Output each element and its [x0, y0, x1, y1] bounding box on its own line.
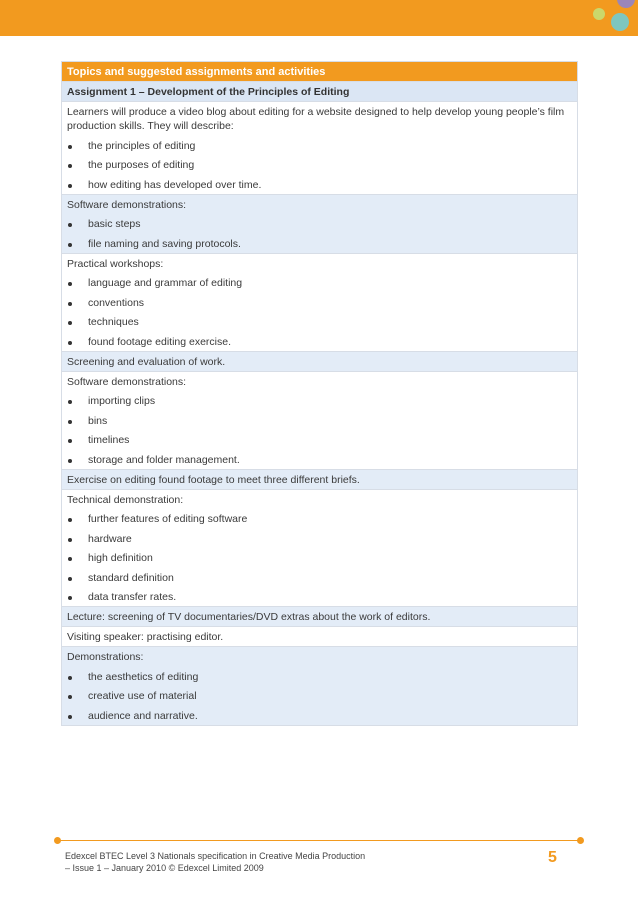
list-item: timelines: [67, 433, 572, 447]
section-intro: Demonstrations:: [67, 651, 144, 663]
section-intro: Screening and evaluation of work.: [67, 355, 226, 368]
footer-rule: [58, 840, 580, 841]
table-cell: [62, 647, 578, 726]
activities-table-body: [62, 62, 578, 726]
section-intro: Exercise on editing found footage to meet three different briefs.: [67, 473, 360, 486]
table-cell: [62, 607, 578, 627]
section-intro: Lecture: screening of TV documentaries/DVD extras about the work of editors.: [67, 611, 431, 623]
list-item: basic steps: [67, 217, 572, 231]
table-cell: [62, 194, 578, 253]
activities-table: [61, 61, 578, 726]
table-row: [62, 102, 578, 195]
bullet-list: [67, 670, 572, 723]
list-item: file naming and saving protocols.: [67, 237, 572, 251]
header-band: [0, 0, 638, 36]
footer-rule-dot-left: [54, 837, 61, 844]
list-item: standard definition: [67, 571, 572, 585]
list-item: conventions: [67, 296, 572, 310]
bullet-list: [67, 217, 572, 251]
table-cell: [62, 489, 578, 607]
footer-rule-dot-right: [577, 837, 584, 844]
table-cell: [62, 253, 578, 351]
table-cell: [62, 371, 578, 469]
table-cell: [62, 627, 578, 647]
bullet-list: [67, 394, 572, 467]
list-item: how editing has developed over time.: [67, 178, 572, 192]
table-header: Topics and suggested assignments and activities: [62, 62, 578, 82]
table-row: [62, 194, 578, 253]
list-item: storage and folder management.: [67, 453, 572, 467]
list-item: language and grammar of editing: [67, 276, 572, 290]
section-intro: Visiting speaker: practising editor.: [67, 631, 224, 643]
decorative-dot-green: [593, 8, 605, 20]
decorative-dot-teal: [611, 13, 629, 31]
list-item: hardware: [67, 532, 572, 546]
section-intro: Practical workshops:: [67, 257, 164, 270]
table-cell: [62, 102, 578, 195]
list-item: high definition: [67, 551, 572, 565]
section-intro: Software demonstrations:: [67, 198, 187, 211]
table-row: [62, 489, 578, 607]
list-item: data transfer rates.: [67, 590, 572, 604]
list-item: audience and narrative.: [67, 709, 572, 723]
list-item: creative use of material: [67, 689, 572, 703]
table-row: [62, 253, 578, 351]
footer-line-1: Edexcel BTEC Level 3 Nationals specification in Creative Media Production: [65, 851, 366, 861]
section-intro: Technical demonstration:: [67, 493, 184, 506]
assignment-title: Assignment 1 – Development of the Principles of Editing: [62, 82, 578, 102]
table-row: [62, 371, 578, 469]
section-intro: Learners will produce a video blog about editing for a website designed to help develop young people’s film production skills. They will describe:: [67, 106, 565, 132]
list-item: techniques: [67, 315, 572, 329]
table-cell: [62, 469, 578, 489]
bullet-list: [67, 512, 572, 604]
list-item: the principles of editing: [67, 139, 572, 153]
table-row: [62, 469, 578, 489]
table-row: [62, 647, 578, 726]
list-item: found footage editing exercise.: [67, 335, 572, 349]
table-row: [62, 627, 578, 647]
footer-line-2: – Issue 1 – January 2010 © Edexcel Limited 2009: [65, 863, 264, 873]
table-row: [62, 351, 578, 371]
list-item: bins: [67, 414, 572, 428]
list-item: the purposes of editing: [67, 158, 572, 172]
bullet-list: [67, 139, 572, 192]
table-cell: [62, 351, 578, 371]
footer-text: [65, 850, 485, 874]
bullet-list: [67, 276, 572, 349]
section-intro: Software demonstrations:: [67, 375, 187, 388]
table-header-row: [62, 62, 578, 82]
page-number: 5: [548, 849, 557, 866]
assignment-title-row: [62, 82, 578, 102]
list-item: the aesthetics of editing: [67, 670, 572, 684]
list-item: further features of editing software: [67, 512, 572, 526]
table-row: [62, 607, 578, 627]
list-item: importing clips: [67, 394, 572, 408]
